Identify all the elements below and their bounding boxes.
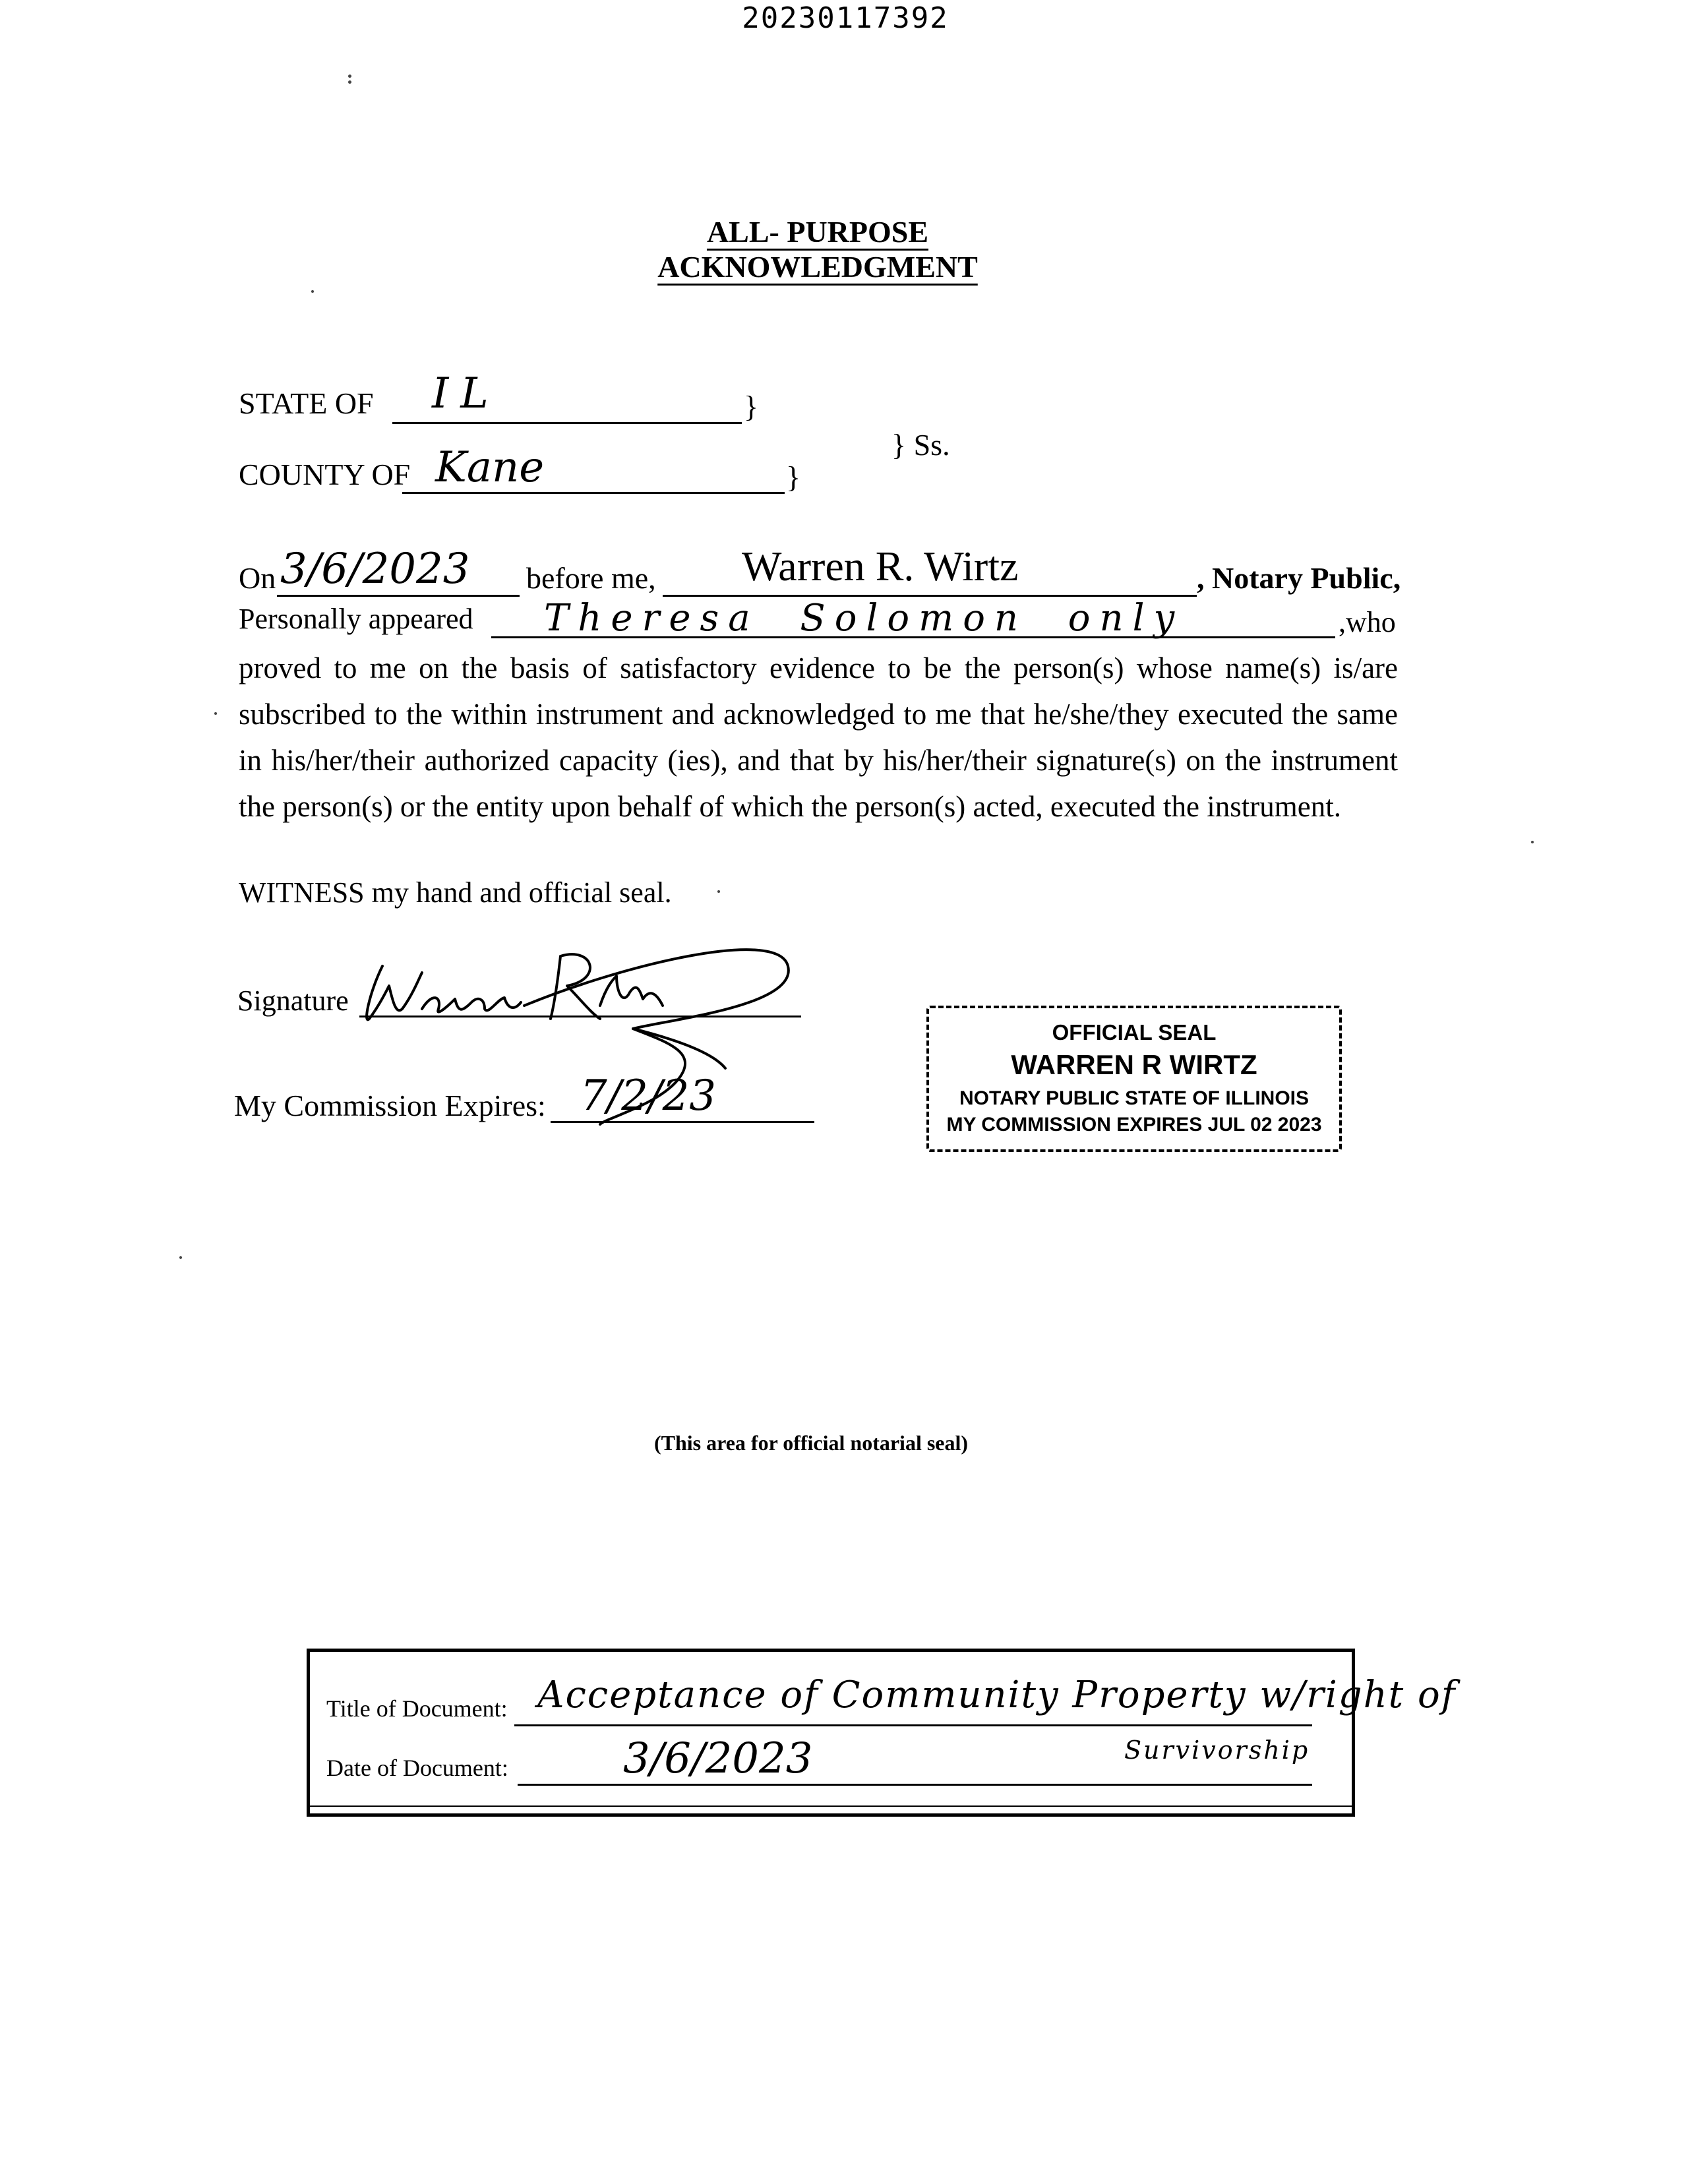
scan-speck <box>717 890 720 893</box>
acknowledgment-date: 3/6/2023 <box>280 545 470 593</box>
notary-public-label: , Notary Public, <box>1197 561 1401 595</box>
scan-speck <box>214 712 217 715</box>
seal-expiration: MY COMMISSION EXPIRES JUL 02 2023 <box>946 1114 1322 1136</box>
county-underline <box>402 492 785 494</box>
date-of-document-label: Date of Document: <box>326 1755 508 1781</box>
title-of-document-label: Title of Document: <box>326 1695 508 1722</box>
commission-label: My Commission Expires: <box>234 1089 546 1122</box>
seal-notary-name: WARREN R WIRTZ <box>1011 1049 1257 1080</box>
commission-value: 7/2/23 <box>580 1072 716 1120</box>
who-label: ,who <box>1339 606 1396 638</box>
date-of-document-underline <box>518 1784 1312 1786</box>
county-value: Kane <box>435 443 545 492</box>
notary-name: Warren R. Wirtz <box>742 543 1019 590</box>
county-label: COUNTY OF <box>239 458 411 491</box>
seal-area-caption: (This area for official notarial seal) <box>653 1431 969 1455</box>
appeared-label: Personally appeared <box>239 603 473 635</box>
state-brace: } <box>744 390 759 423</box>
scan-speck <box>348 80 351 84</box>
title-underline <box>514 1724 1312 1726</box>
title-of-document-value: Acceptance of Community Property w/right of <box>537 1674 1457 1716</box>
official-seal-stamp <box>926 1006 1342 1152</box>
signature-label: Signature <box>237 985 349 1017</box>
seal-state: NOTARY PUBLIC STATE OF ILLINOIS <box>959 1087 1309 1109</box>
state-value: IL <box>432 369 500 418</box>
box-bottom-rule <box>310 1805 1352 1807</box>
on-label: On <box>239 561 276 595</box>
page-title: ALL- PURPOSE ACKNOWLEDGMENT <box>657 215 978 284</box>
state-underline <box>392 422 742 424</box>
date-underline <box>277 595 520 597</box>
recording-number: 20230117392 <box>742 1 949 35</box>
ss-label: } Ss. <box>891 428 950 462</box>
date-of-document-value: 3/6/2023 <box>623 1734 813 1783</box>
scan-speck <box>1531 841 1534 843</box>
scan-speck <box>311 290 314 293</box>
appeared-underline <box>491 636 1335 638</box>
seal-heading: OFFICIAL SEAL <box>1052 1020 1217 1045</box>
commission-underline <box>551 1121 814 1123</box>
title-of-document-value-cont: Survivorship <box>1124 1736 1310 1765</box>
acknowledgment-body: proved to me on the basis of satisfactory evidence to be the person(s) whose name(s) is/are subscribed to the within instrument and acknowledged to me that he/she/they executed the same in his/her/their authorized capacity (ies), and that by his/her/their signature(s) on the instrument the person(s) or the entity upon behalf of which the person(s) acted, executed the instrument. <box>239 652 1398 823</box>
witness-statement: WITNESS my hand and official seal. <box>239 876 672 909</box>
scan-speck <box>179 1256 182 1259</box>
county-brace: } <box>786 460 801 494</box>
state-label: STATE OF <box>239 386 374 420</box>
appeared-name: Theresa Solomon only <box>544 597 1184 640</box>
scan-speck <box>348 75 351 78</box>
before-me-label: before me, <box>526 561 656 595</box>
